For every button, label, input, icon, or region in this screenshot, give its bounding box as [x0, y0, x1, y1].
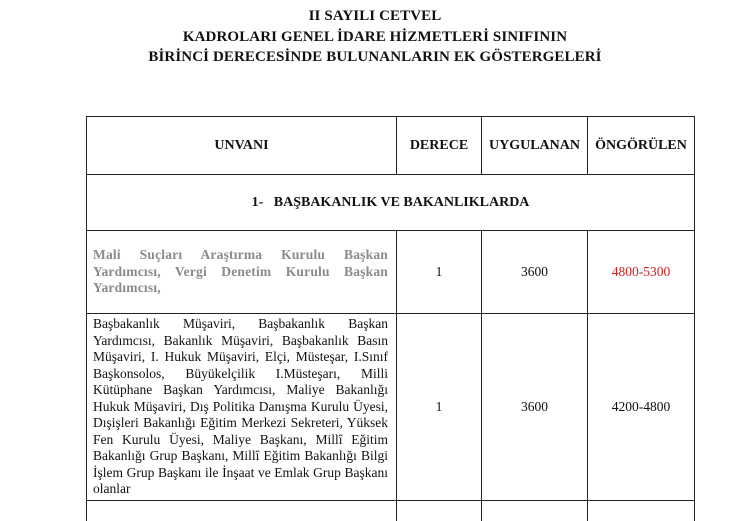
cell-derece: 1	[397, 314, 482, 501]
cell-unvan: Başbakanlık Müşaviri, Başbakanlık Başkan Yardımcısı, Bakanlık Müşaviri, Başbakanlık Basın Müşaviri, I. Hukuk Müşaviri, Elçi, Müsteşar, I.Sınıf Başkonsolos, Büyükelçilik I.Müsteşarı, Milli Kütüphane Başkan Yardımcısı, Maliye Bakanlığı Hukuk Müşaviri, Dış Politika Danışma Kurulu Üyesi, Dışişleri Bakanlığı Eğitim Merkezi Sekreteri, Yüksek Fen Kurulu Üyesi, Maliye Başkanı, Millî Eğitim Bakanlığı Grup Başkanı, Millî Eğitim Bakanlığı Bilgi İşlem Grup Başkanı ile İnşaat ve Emlak Grup Başkanı olanlar	[87, 314, 397, 501]
title-line-3: BİRİNCİ DERECESİNDE BULUNANLARIN EK GÖSTERGELERİ	[0, 47, 750, 68]
ek-gosterge-table	[86, 116, 695, 521]
title-line-1: II SAYILI CETVEL	[0, 6, 750, 27]
cell-empty	[397, 501, 482, 521]
table-header-row	[87, 117, 695, 175]
section-row	[87, 175, 695, 231]
table-row	[87, 231, 695, 314]
cell-unvan: Mali Suçları Araştırma Kurulu Başkan Yardımcısı, Vergi Denetim Kurulu Başkan Yardımcısı,	[87, 231, 397, 314]
cell-empty	[482, 501, 588, 521]
section-title: 1- BAŞBAKANLIK VE BAKANLIKLARDA	[252, 195, 530, 210]
cell-uygulanan: 3600	[482, 231, 588, 314]
title-line-2: KADROLARI GENEL İDARE HİZMETLERİ SINIFININ	[0, 27, 750, 48]
cell-uygulanan: 3600	[482, 314, 588, 501]
cell-ongorulen: 4800-5300	[588, 231, 695, 314]
document-title	[0, 6, 750, 68]
cell-ongorulen: 4200-4800	[588, 314, 695, 501]
table-row-partial	[87, 501, 695, 521]
table-row	[87, 314, 695, 501]
cell-empty	[588, 501, 695, 521]
header-ongorulen: ÖNGÖRÜLEN	[588, 117, 695, 175]
header-uygulanan: UYGULANAN	[482, 117, 588, 175]
section-heading	[87, 175, 695, 231]
header-unvani: UNVANI	[87, 117, 397, 175]
header-derece: DERECE	[397, 117, 482, 175]
cell-empty	[87, 501, 397, 521]
cell-derece: 1	[397, 231, 482, 314]
